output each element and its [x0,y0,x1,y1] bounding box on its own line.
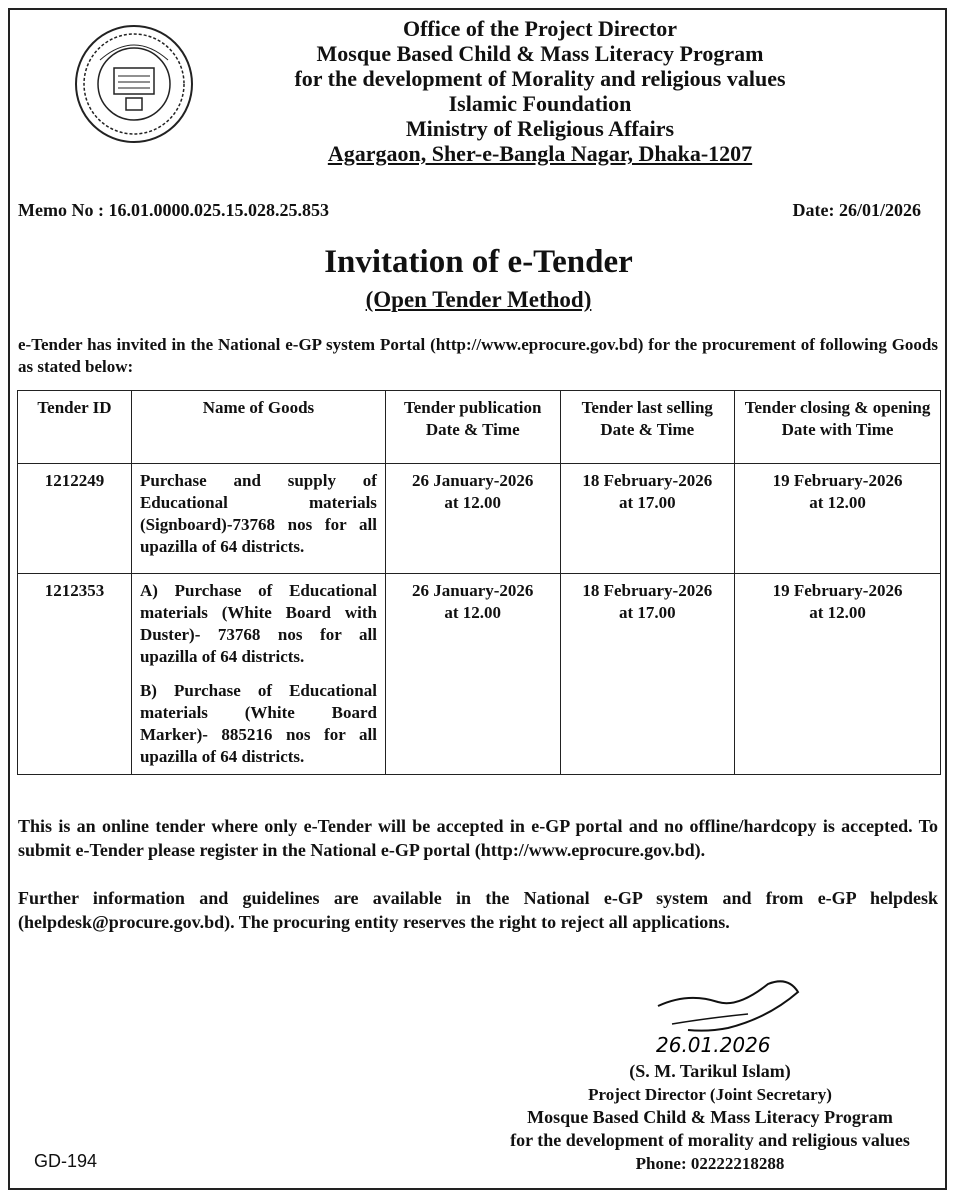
goods-text-b: B) Purchase of Educational materials (White Board Marker)- 885216 nos for all upazilla of 64 districts. [139,681,377,766]
cell-selling [560,464,735,574]
publication-time: at 12.00 [444,493,502,512]
selling-date: 18 February-2026 [582,581,713,600]
online-tender-paragraph: This is an online tender where only e-Tender will be accepted in e-GP portal and no offline/hardcopy is accepted. To submit e-Tender please register in the National e-GP portal (http://www.eprocure.gov.bd). [18,816,938,860]
tender-table [17,390,941,775]
signatory-program: Mosque Based Child & Mass Literacy Program [527,1107,893,1127]
table-row [18,464,941,574]
header-line-ministry: Ministry of Religious Affairs [405,116,675,141]
selling-time: at 17.00 [618,493,676,512]
publication-date: 26 January-2026 [412,581,534,600]
table-header-row [18,391,941,464]
publication-date: 26 January-2026 [412,471,534,490]
memo-number: Memo No : 16.01.0000.025.15.028.25.853 [18,200,329,220]
col-header-publication: Tender publication Date & Time [385,391,560,464]
selling-time: at 17.00 [618,603,676,622]
col-header-selling: Tender last selling Date & Time [560,391,735,464]
cell-closing [735,574,941,775]
cell-selling [560,574,735,775]
col-header-closing: Tender closing & opening Date with Time [735,391,941,464]
col-header-tender-id: Tender ID [18,391,132,464]
cell-tender-id: 1212249 [18,464,132,574]
closing-time: at 12.00 [809,493,866,512]
signatory-designation: Project Director (Joint Secretary) [588,1085,832,1104]
intro-paragraph: e-Tender has invited in the National e-GP system Portal (http://www.eprocure.gov.bd) for the procurement of following Goods as stated below: [18,335,938,376]
signatory-block [470,1060,950,1175]
closing-time: at 12.00 [809,603,866,622]
signatory-phone: Phone: 02222218288 [635,1154,785,1173]
col-header-goods: Name of Goods [131,391,385,464]
selling-date: 18 February-2026 [582,471,713,490]
table-row [18,574,941,775]
further-info-paragraph: Further information and guidelines are available in the National e-GP system and from e-GP helpdesk (helpdesk@procure.gov.bd). The procuring entity reserves the right to reject all applications. [18,888,938,932]
handwritten-date: 26.01.2026 [656,1033,771,1057]
page-title: Invitation of e-Tender [324,244,633,280]
goods-text-a: A) Purchase of Educational materials (White Board with Duster)- 73768 nos for all upazilla of 64 districts. [139,581,377,666]
memo-date: Date: 26/01/2026 [792,200,921,220]
office-header [150,16,930,166]
header-line-office: Office of the Project Director [402,16,678,41]
header-line-address: Agargaon, Sher-e-Bangla Nagar, Dhaka-1207 [327,141,753,166]
cell-goods [131,464,385,574]
closing-date: 19 February-2026 [772,581,903,600]
cell-tender-id: 1212353 [18,574,132,775]
cell-closing [735,464,941,574]
page-subtitle: (Open Tender Method) [365,287,592,312]
signatory-name: (S. M. Tarikul Islam) [629,1061,791,1081]
publication-time: at 12.00 [444,603,502,622]
cell-goods [131,574,385,775]
cell-publication [385,464,560,574]
cell-publication [385,574,560,775]
handwritten-signature [648,978,808,1058]
signatory-purpose: for the development of morality and religious values [510,1130,910,1150]
footer-code: GD-194 [34,1151,98,1171]
closing-date: 19 February-2026 [772,471,903,490]
header-line-purpose: for the development of Morality and religious values [294,66,786,91]
header-line-foundation: Islamic Foundation [448,91,632,116]
goods-text: Purchase and supply of Educational materials (Signboard)-73768 nos for all upazilla of 64 districts. [139,471,377,556]
header-line-program: Mosque Based Child & Mass Literacy Program [316,41,764,66]
